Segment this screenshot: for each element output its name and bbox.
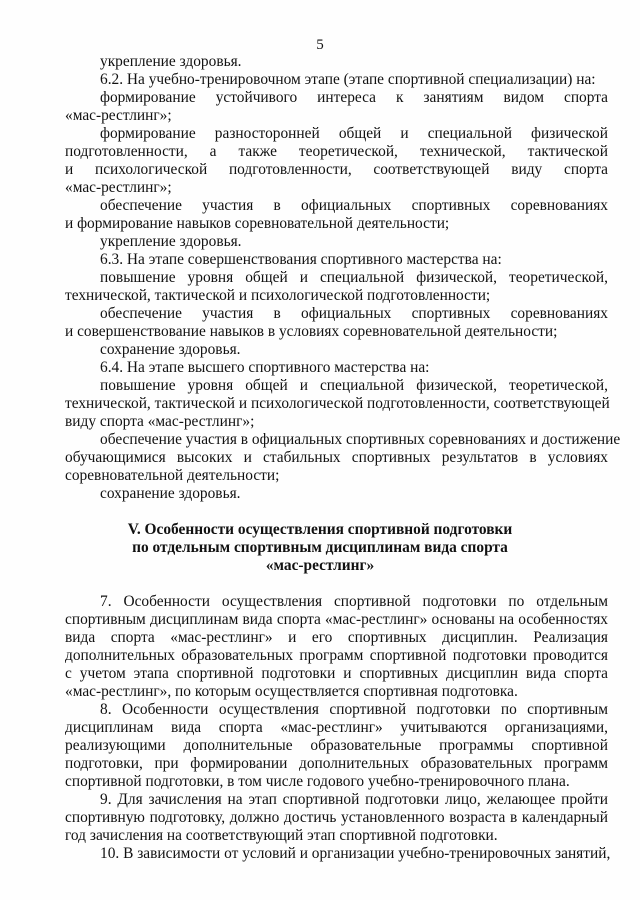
text-line: спортивным дисциплинам вида спорта «мас-рестлинг» основаны на особенностях (65, 611, 608, 628)
text-line: укрепление здоровья. (100, 233, 242, 250)
section-heading-line: V. Особенности осуществления спортивной подготовки (127, 521, 513, 538)
text-line: «мас-рестлинг»; (65, 107, 172, 124)
text-line: вида спорта «мас-рестлинг» и его спортивных дисциплин. Реализация (65, 629, 608, 646)
text-line: формирование разносторонней общей и специальной физической (100, 125, 608, 142)
text-line: спортивной подготовки, в том числе годового учебно-тренировочного плана. (65, 773, 570, 790)
text-line: спортивную подготовку, должно достичь установленного возраста в календарный (65, 809, 608, 826)
text-line: 6.2. На учебно-тренировочном этапе (этапе спортивной специализации) на: (100, 71, 596, 88)
text-line: формирование устойчивого интереса к занятиям видом спорта (100, 89, 608, 106)
text-line: повышение уровня общей и специальной физической, теоретической, (100, 269, 608, 286)
text-line: и формирование навыков соревновательной деятельности; (65, 215, 450, 232)
text-line: соревновательной деятельности; (65, 467, 280, 484)
text-line: обеспечение участия в официальных спортивных соревнованиях и достижение (100, 431, 621, 448)
text-line: «мас-рестлинг»; (65, 179, 172, 196)
text-line: дополнительных образовательных программ спортивной подготовки проводится (65, 647, 608, 664)
text-line: сохранение здоровья. (100, 485, 241, 502)
text-line: год зачисления на соответствующий этап спортивной подготовки. (65, 827, 498, 844)
text-line: дисциплинам вида спорта «мас-рестлинг» учитываются организациями, (65, 719, 608, 736)
text-line: реализующими дополнительные образовательные программы спортивной (65, 737, 608, 754)
text-line: обеспечение участия в официальных спортивных соревнованиях (100, 305, 608, 322)
text-line: 6.4. На этапе высшего спортивного мастерства на: (100, 359, 430, 376)
text-line: сохранение здоровья. (100, 341, 241, 358)
text-line: технической, тактической и психологической подготовленности; (65, 287, 491, 304)
section-heading-line: «мас-рестлинг» (265, 557, 375, 574)
text-line: и совершенствование навыков в условиях соревновательной деятельности; (65, 323, 558, 340)
text-line: повышение уровня общей и специальной физической, теоретической, (100, 377, 608, 394)
text-line: и психологической подготовленности, соответствующей виду спорта (65, 161, 608, 178)
page-number: 5 (316, 37, 324, 53)
text-line: виду спорта «мас-рестлинг»; (65, 413, 255, 430)
section-heading-line: по отдельным спортивным дисциплинам вида спорта (132, 539, 508, 556)
text-line: укрепление здоровья. (100, 53, 242, 70)
text-line: подготовки, при формировании дополнительных образовательных программ (65, 755, 608, 772)
text-line: обучающимися высоких и стабильных спортивных результатов в условиях (65, 449, 608, 466)
text-line: подготовленности, а также теоретической, технической, тактической (65, 143, 608, 160)
text-line: обеспечение участия в официальных спортивных соревнованиях (100, 197, 608, 214)
text-line: 9. Для зачисления на этап спортивной подготовки лицо, желающее пройти (100, 791, 608, 808)
text-line: «мас-рестлинг», по которым осуществляется спортивная подготовка. (65, 683, 518, 700)
text-line: технической, тактической и психологической подготовленности, соответствующей (65, 395, 610, 412)
text-line: 6.3. На этапе совершенствования спортивного мастерства на: (100, 251, 502, 268)
text-line: с учетом этапа спортивной подготовки и спортивных дисциплин вида спорта (65, 665, 608, 682)
text-line: 7. Особенности осуществления спортивной подготовки по отдельным (100, 593, 608, 610)
text-line: 8. Особенности осуществления спортивной подготовки по спортивным (100, 701, 608, 718)
text-line: 10. В зависимости от условий и организации учебно-тренировочных занятий, (100, 845, 611, 862)
